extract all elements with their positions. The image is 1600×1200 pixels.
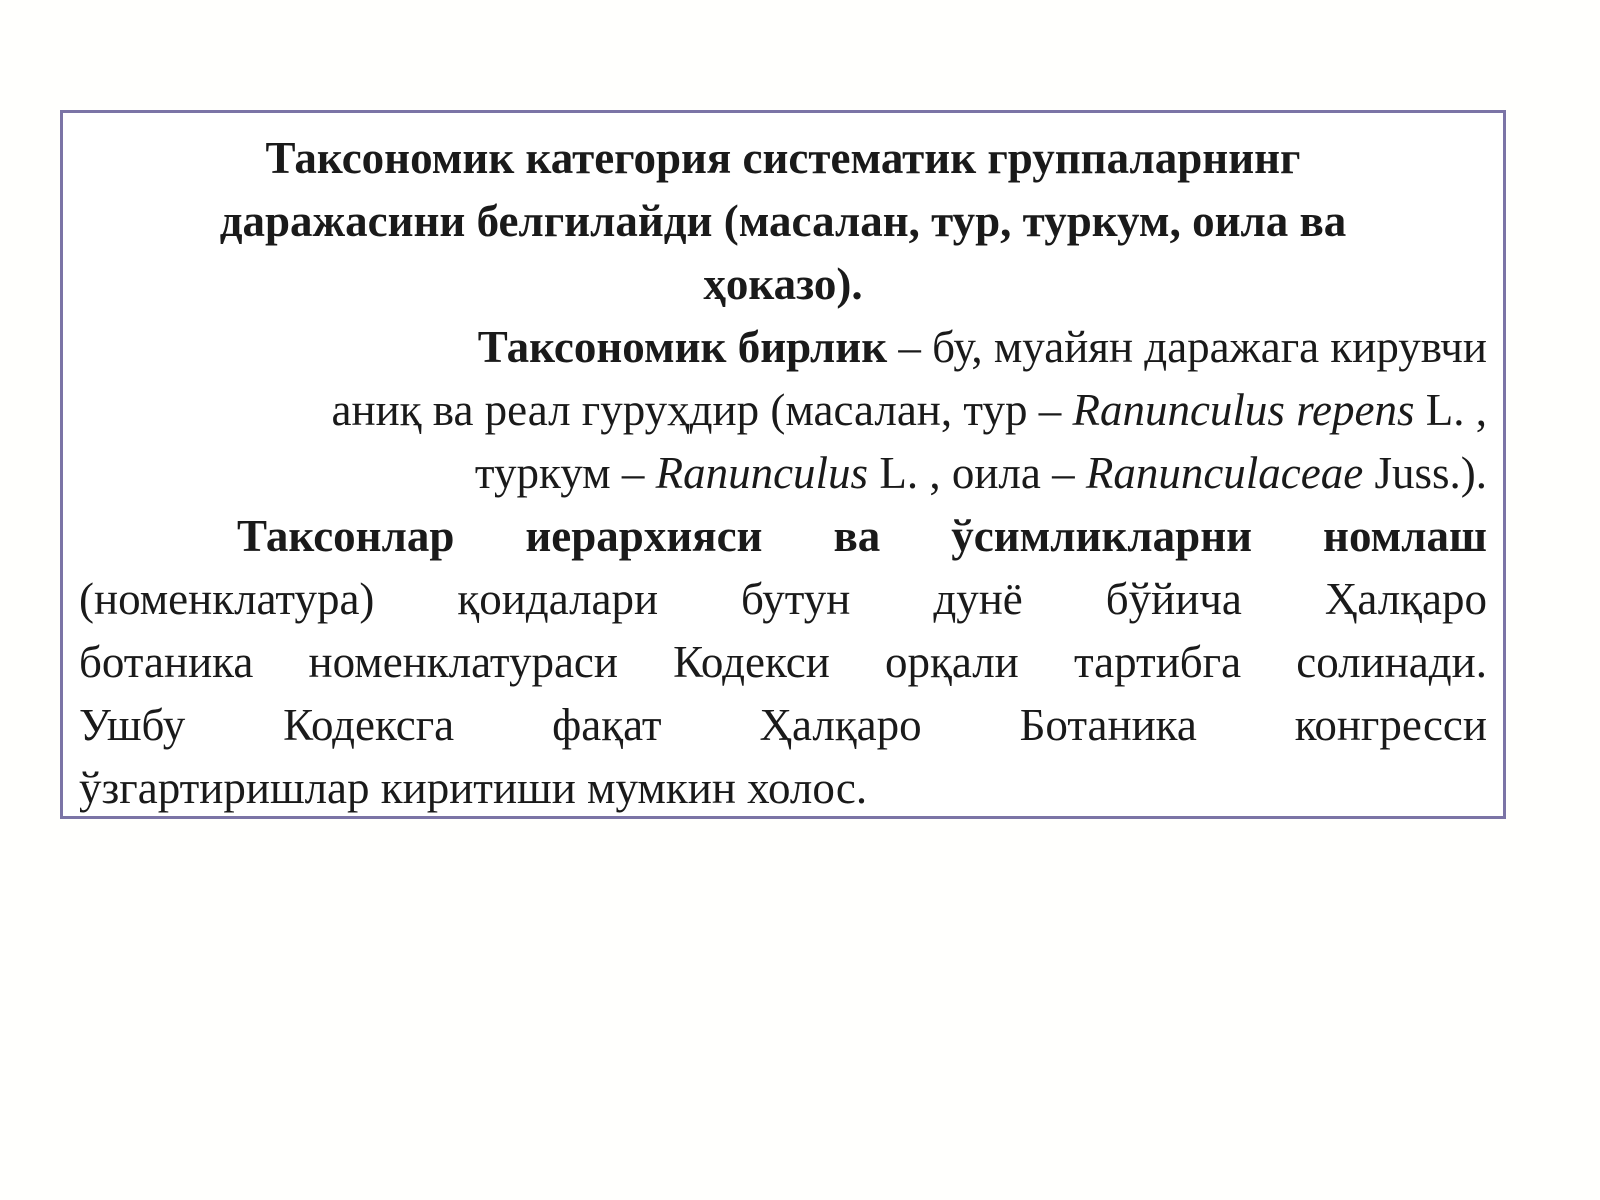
family-author: Juss.). [1363, 448, 1487, 498]
text-frame [60, 110, 1506, 819]
hierarchy-line-3: ботаника номенклатураси Кодекси орқали тартибга солинади. [79, 637, 1487, 687]
heading-line-3: ҳоказо). [703, 259, 863, 309]
hierarchy-line-2: (номенклатура) қоидалари бутун дунё бўйича Ҳалқаро [79, 574, 1487, 624]
hierarchy-line-4: Ушбу Кодексга фақат Ҳалқаро Ботаника конгресси [79, 700, 1487, 750]
heading-line-1: Таксономик категория систематик группаларнинг [265, 133, 1301, 183]
unit-line-2 [79, 379, 1487, 442]
hierarchy-term: Таксонлар иерархияси ва ўсимликларни номлаш [237, 511, 1487, 561]
text-body [79, 127, 1487, 820]
genus-name: Ranunculus [655, 448, 869, 498]
unit-line-1-rest: – бу, муайян даражага кирувчи [887, 322, 1487, 372]
species-name: Ranunculus repens [1072, 385, 1415, 435]
hierarchy-line-1 [79, 505, 1487, 568]
taxonomic-unit-paragraph [79, 316, 1487, 505]
definition-heading [79, 127, 1487, 316]
species-author: L. , [1414, 385, 1487, 435]
heading-line-2: даражасини белгилайди (масалан, тур, туркум, оила ва [219, 196, 1347, 246]
family-name: Ranunculaceae [1085, 448, 1364, 498]
unit-line-3 [79, 442, 1487, 505]
family-label: L. , оила – [868, 448, 1086, 498]
unit-line-2-text: аниқ ва реал гуруҳдир (масалан, тур – [331, 385, 1073, 435]
hierarchy-line-5: ўзгартиришлар киритиши мумкин холос. [79, 763, 868, 813]
hierarchy-paragraph [79, 505, 1487, 820]
genus-label: туркум – [474, 448, 656, 498]
unit-line-1 [79, 316, 1487, 379]
unit-term: Таксономик бирлик [477, 322, 888, 372]
